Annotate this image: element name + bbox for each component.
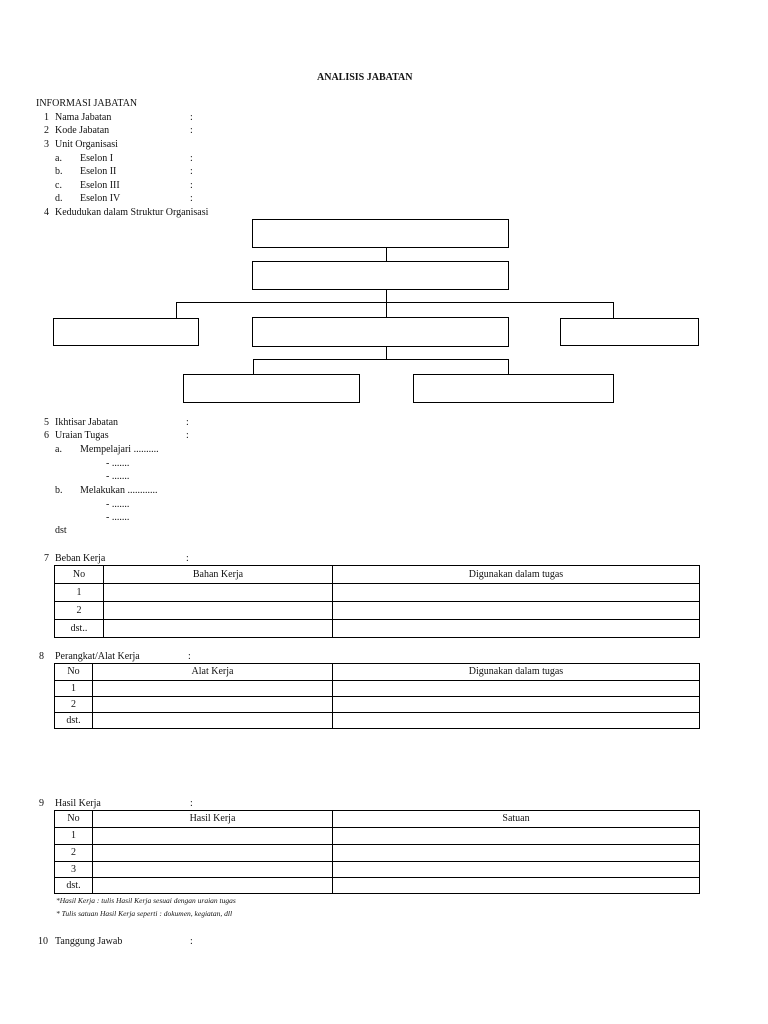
table-cell[interactable] (93, 878, 333, 894)
table-cell-no: 1 (55, 681, 93, 697)
org-box-right (560, 318, 699, 346)
table-row (55, 828, 700, 845)
org-box-center (252, 317, 509, 347)
item-number: 5 (44, 417, 49, 428)
org-connector (386, 290, 387, 318)
table-cell[interactable] (104, 602, 333, 620)
tanggung-label: Tanggung Jawab (55, 936, 123, 947)
item-number: 3 (44, 139, 49, 150)
uraian-subtask: - ....... (106, 499, 130, 510)
uraian-subtask: - ....... (106, 458, 130, 469)
item-number: 7 (44, 553, 49, 564)
org-connector (508, 359, 509, 374)
eselon-label: Eselon II (80, 166, 117, 177)
item-number: 9 (39, 798, 44, 809)
table-cell[interactable] (93, 681, 333, 697)
table-cell[interactable] (333, 878, 700, 894)
table-row (55, 681, 700, 697)
table-cell[interactable] (93, 697, 333, 713)
org-connector (176, 302, 177, 318)
table-cell-no: 2 (55, 602, 104, 620)
item-number: 4 (44, 207, 49, 218)
page-title: ANALISIS JABATAN (317, 72, 413, 83)
table-row (55, 697, 700, 713)
table-header-cell: Satuan (333, 811, 700, 828)
item-number: 8 (39, 651, 44, 662)
item-label-nama-jabatan: Nama Jabatan (55, 112, 112, 123)
table-header-cell: Bahan Kerja (104, 566, 333, 584)
section-header: INFORMASI JABATAN (36, 98, 138, 109)
table-row (55, 584, 700, 602)
perangkat-label: Perangkat/Alat Kerja (55, 651, 140, 662)
table-cell-no: dst. (55, 878, 93, 894)
table-cell[interactable] (333, 584, 700, 602)
table-cell[interactable] (333, 681, 700, 697)
table-cell-no: 1 (55, 828, 93, 845)
table-cell[interactable] (333, 845, 700, 862)
ikhtisar-label: Ikhtisar Jabatan (55, 417, 119, 428)
eselon-label: Eselon I (80, 153, 114, 164)
item-number: 2 (44, 125, 49, 136)
hasil-label: Hasil Kerja (55, 798, 101, 809)
item-number: 1 (44, 112, 49, 123)
ikhtisar-colon: : (186, 417, 189, 428)
table-row (55, 845, 700, 862)
eselon-letter: c. (55, 180, 62, 191)
item-colon: : (190, 125, 193, 136)
eselon-colon: : (190, 193, 193, 204)
uraian-label: Uraian Tugas (55, 430, 109, 441)
org-connector (386, 347, 387, 359)
table-cell-no: 2 (55, 845, 93, 862)
table-cell[interactable] (93, 713, 333, 729)
table-cell-no: 2 (55, 697, 93, 713)
table-header-cell: Digunakan dalam tugas (333, 566, 700, 584)
beban-label: Beban Kerja (55, 553, 106, 564)
item-number: 10 (38, 936, 48, 947)
org-box-second (252, 261, 509, 290)
uraian-task-label: Melakukan ............ (80, 485, 158, 496)
beban-kerja-table (54, 565, 700, 638)
uraian-task-label: Mempelajari .......... (80, 444, 159, 455)
table-cell[interactable] (333, 828, 700, 845)
eselon-letter: a. (55, 153, 62, 164)
table-cell[interactable] (104, 620, 333, 638)
perangkat-colon: : (188, 651, 191, 662)
table-cell[interactable] (93, 845, 333, 862)
table-cell[interactable] (333, 697, 700, 713)
table-header-cell: Digunakan dalam tugas (333, 664, 700, 681)
beban-colon: : (186, 553, 189, 564)
eselon-label: Eselon IV (80, 193, 121, 204)
org-connector (253, 359, 509, 360)
org-connector (386, 248, 387, 261)
eselon-label: Eselon III (80, 180, 120, 191)
item-label-kode-jabatan: Kode Jabatan (55, 125, 110, 136)
eselon-letter: d. (55, 193, 63, 204)
table-cell[interactable] (333, 862, 700, 878)
item-number: 6 (44, 430, 49, 441)
org-box-top (252, 219, 509, 248)
kedudukan-label: Kedudukan dalam Struktur Organisasi (55, 207, 209, 218)
uraian-subtask: - ....... (106, 512, 130, 523)
hasil-colon: : (190, 798, 193, 809)
table-cell-no: 3 (55, 862, 93, 878)
org-connector (613, 302, 614, 318)
table-cell[interactable] (104, 584, 333, 602)
table-header-cell: No (55, 566, 104, 584)
footnote: *Hasil Kerja : tulis Hasil Kerja sesuai dengan uraian tugas (56, 896, 236, 905)
hasil-kerja-table (54, 810, 700, 894)
org-connector (176, 302, 614, 303)
table-cell-no: 1 (55, 584, 104, 602)
eselon-colon: : (190, 153, 193, 164)
table-row (55, 878, 700, 894)
table-cell[interactable] (93, 862, 333, 878)
uraian-colon: : (186, 430, 189, 441)
table-header-row (55, 566, 700, 584)
tanggung-colon: : (190, 936, 193, 947)
uraian-dst: dst (55, 525, 67, 536)
table-row (55, 862, 700, 878)
table-header-cell: No (55, 664, 93, 681)
uraian-subtask: - ....... (106, 471, 130, 482)
table-cell-no: dst. (55, 713, 93, 729)
table-header-cell: Alat Kerja (93, 664, 333, 681)
org-box-bottom-left (183, 374, 360, 403)
table-row (55, 602, 700, 620)
table-header-cell: No (55, 811, 93, 828)
table-cell[interactable] (93, 828, 333, 845)
org-connector (253, 359, 254, 374)
eselon-colon: : (190, 180, 193, 191)
table-header-cell: Hasil Kerja (93, 811, 333, 828)
item-colon: : (190, 112, 193, 123)
table-cell[interactable] (333, 620, 700, 638)
table-row (55, 620, 700, 638)
table-header-row (55, 664, 700, 681)
org-box-bottom-right (413, 374, 614, 403)
uraian-letter: b. (55, 485, 63, 496)
table-cell[interactable] (333, 602, 700, 620)
uraian-letter: a. (55, 444, 62, 455)
table-row (55, 713, 700, 729)
perangkat-kerja-table (54, 663, 700, 729)
table-cell-no: dst.. (55, 620, 104, 638)
org-box-left (53, 318, 199, 346)
item-label-unit-organisasi: Unit Organisasi (55, 139, 118, 150)
eselon-colon: : (190, 166, 193, 177)
eselon-letter: b. (55, 166, 63, 177)
footnote: * Tulis satuan Hasil Kerja seperti : dokumen, kegiatan, dll (56, 909, 233, 918)
table-cell[interactable] (333, 713, 700, 729)
table-header-row (55, 811, 700, 828)
